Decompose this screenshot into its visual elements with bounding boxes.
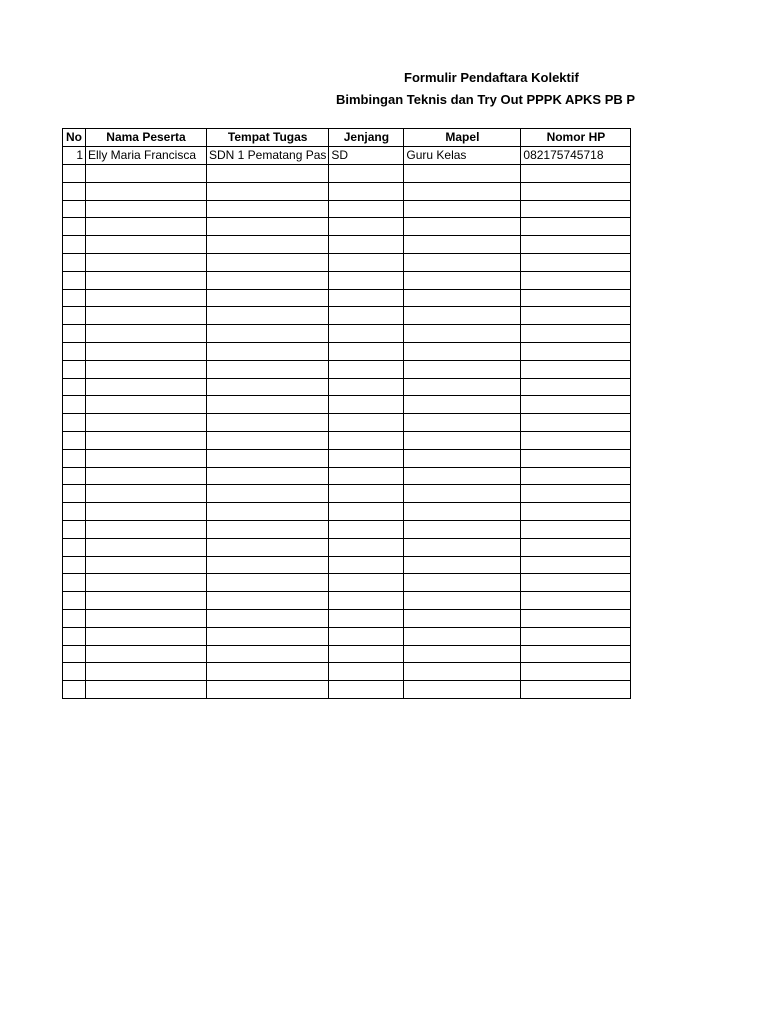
table-row [63,538,631,556]
table-row [63,165,631,183]
header-mapel: Mapel [404,129,521,147]
form-title: Formulir Pendaftara Kolektif [404,70,579,85]
cell-nama-peserta [86,271,207,289]
table-row [63,253,631,271]
cell-mapel [404,609,521,627]
cell-tempat-tugas [207,645,329,663]
cell-no [63,574,86,592]
cell-nomor-hp [521,200,631,218]
table-row [63,325,631,343]
cell-nama-peserta [86,236,207,254]
cell-no [63,663,86,681]
cell-nomor-hp [521,378,631,396]
cell-nomor-hp [521,663,631,681]
cell-jenjang [329,396,404,414]
table-row [63,342,631,360]
cell-nama-peserta [86,556,207,574]
cell-jenjang [329,218,404,236]
cell-nama-peserta [86,253,207,271]
cell-mapel [404,342,521,360]
cell-nama-peserta [86,431,207,449]
table-row [63,520,631,538]
registration-table [62,128,631,699]
table-row [63,556,631,574]
cell-nomor-hp [521,467,631,485]
table-row [63,236,631,254]
cell-nama-peserta [86,467,207,485]
cell-mapel [404,485,521,503]
cell-mapel [404,663,521,681]
cell-jenjang [329,449,404,467]
cell-no [63,200,86,218]
table-row [63,592,631,610]
cell-nama-peserta [86,503,207,521]
cell-jenjang [329,253,404,271]
cell-nomor-hp [521,503,631,521]
cell-tempat-tugas [207,609,329,627]
cell-tempat-tugas [207,271,329,289]
cell-no [63,431,86,449]
cell-jenjang [329,307,404,325]
cell-no [63,253,86,271]
cell-nomor-hp [521,218,631,236]
cell-no [63,609,86,627]
table-row [63,645,631,663]
table-row [63,360,631,378]
cell-jenjang [329,592,404,610]
cell-nomor-hp [521,289,631,307]
cell-no [63,485,86,503]
cell-no [63,645,86,663]
cell-nomor-hp [521,253,631,271]
cell-mapel [404,467,521,485]
cell-tempat-tugas [207,538,329,556]
cell-no [63,414,86,432]
cell-tempat-tugas [207,307,329,325]
cell-tempat-tugas [207,467,329,485]
cell-mapel [404,681,521,699]
cell-nomor-hp [521,520,631,538]
cell-no [63,218,86,236]
cell-nomor-hp [521,431,631,449]
cell-nomor-hp [521,414,631,432]
cell-jenjang [329,182,404,200]
cell-nama-peserta [86,218,207,236]
cell-no [63,449,86,467]
cell-no [63,556,86,574]
cell-tempat-tugas [207,289,329,307]
cell-no [63,396,86,414]
table-row [63,147,631,165]
cell-tempat-tugas [207,342,329,360]
cell-tempat-tugas [207,165,329,183]
cell-jenjang [329,556,404,574]
cell-jenjang [329,645,404,663]
cell-jenjang [329,271,404,289]
cell-no: 1 [63,147,86,165]
cell-mapel [404,520,521,538]
cell-jenjang [329,165,404,183]
cell-no [63,627,86,645]
cell-nomor-hp [521,485,631,503]
cell-tempat-tugas [207,360,329,378]
cell-mapel [404,218,521,236]
cell-tempat-tugas [207,414,329,432]
table-row [63,449,631,467]
cell-tempat-tugas [207,681,329,699]
cell-tempat-tugas [207,503,329,521]
cell-mapel [404,556,521,574]
cell-nama-peserta [86,449,207,467]
table-row [63,467,631,485]
cell-tempat-tugas [207,236,329,254]
cell-nomor-hp [521,538,631,556]
cell-no [63,378,86,396]
cell-tempat-tugas [207,592,329,610]
cell-nama-peserta [86,342,207,360]
header-tempat-tugas: Tempat Tugas [207,129,329,147]
table-row [63,414,631,432]
cell-tempat-tugas [207,378,329,396]
cell-mapel [404,165,521,183]
cell-mapel [404,236,521,254]
cell-nomor-hp [521,396,631,414]
cell-jenjang [329,485,404,503]
cell-mapel [404,253,521,271]
cell-nama-peserta [86,485,207,503]
cell-jenjang [329,236,404,254]
cell-no [63,271,86,289]
cell-tempat-tugas [207,556,329,574]
cell-nama-peserta [86,182,207,200]
cell-tempat-tugas [207,663,329,681]
table-row [63,289,631,307]
cell-tempat-tugas [207,253,329,271]
cell-nomor-hp [521,645,631,663]
cell-jenjang [329,609,404,627]
header-nomor-hp: Nomor HP [521,129,631,147]
cell-no [63,520,86,538]
cell-jenjang [329,663,404,681]
cell-tempat-tugas [207,485,329,503]
cell-tempat-tugas [207,396,329,414]
cell-no [63,289,86,307]
cell-nama-peserta [86,663,207,681]
table-row [63,218,631,236]
cell-jenjang [329,627,404,645]
cell-tempat-tugas [207,574,329,592]
cell-jenjang [329,200,404,218]
table-row [63,627,631,645]
table-row [63,574,631,592]
table-row [63,431,631,449]
cell-jenjang [329,378,404,396]
cell-tempat-tugas [207,431,329,449]
cell-nomor-hp [521,325,631,343]
table-row [63,609,631,627]
cell-nomor-hp [521,609,631,627]
cell-nomor-hp [521,307,631,325]
cell-tempat-tugas [207,182,329,200]
cell-nomor-hp [521,681,631,699]
cell-nama-peserta [86,520,207,538]
cell-mapel [404,538,521,556]
cell-nama-peserta [86,360,207,378]
cell-no [63,681,86,699]
cell-jenjang: SD [329,147,404,165]
header-no: No [63,129,86,147]
table-row [63,681,631,699]
cell-tempat-tugas [207,520,329,538]
cell-no [63,592,86,610]
cell-no [63,360,86,378]
cell-nomor-hp [521,182,631,200]
cell-no [63,467,86,485]
cell-nomor-hp [521,574,631,592]
cell-nama-peserta [86,378,207,396]
cell-mapel [404,449,521,467]
cell-jenjang [329,360,404,378]
cell-mapel [404,503,521,521]
cell-nomor-hp: 082175745718 [521,147,631,165]
cell-nama-peserta [86,200,207,218]
cell-nama-peserta [86,307,207,325]
cell-mapel [404,396,521,414]
cell-nama-peserta [86,645,207,663]
table-row [63,503,631,521]
table-header-row [63,129,631,147]
cell-nama-peserta [86,609,207,627]
cell-no [63,538,86,556]
cell-no [63,182,86,200]
cell-nama-peserta [86,681,207,699]
form-subtitle: Bimbingan Teknis dan Try Out PPPK APKS PB P [336,92,636,107]
cell-jenjang [329,467,404,485]
cell-mapel [404,414,521,432]
cell-tempat-tugas [207,627,329,645]
cell-nama-peserta [86,165,207,183]
table-row [63,182,631,200]
cell-mapel [404,627,521,645]
cell-mapel [404,360,521,378]
cell-jenjang [329,342,404,360]
cell-nama-peserta: Elly Maria Francisca [86,147,207,165]
cell-mapel [404,645,521,663]
cell-nomor-hp [521,360,631,378]
cell-jenjang [329,681,404,699]
cell-jenjang [329,414,404,432]
cell-mapel [404,271,521,289]
table-row [63,396,631,414]
cell-no [63,165,86,183]
cell-mapel [404,431,521,449]
cell-nomor-hp [521,236,631,254]
cell-nomor-hp [521,449,631,467]
cell-jenjang [329,325,404,343]
cell-nomor-hp [521,627,631,645]
table-row [63,307,631,325]
cell-no [63,503,86,521]
cell-nomor-hp [521,556,631,574]
cell-no [63,307,86,325]
cell-no [63,325,86,343]
table-row [63,485,631,503]
cell-jenjang [329,520,404,538]
cell-nama-peserta [86,325,207,343]
cell-tempat-tugas [207,218,329,236]
table-row [63,663,631,681]
table-row [63,378,631,396]
cell-tempat-tugas: SDN 1 Pematang Pas [207,147,329,165]
cell-mapel [404,289,521,307]
cell-mapel [404,200,521,218]
cell-jenjang [329,538,404,556]
cell-no [63,236,86,254]
cell-nama-peserta [86,289,207,307]
cell-mapel [404,182,521,200]
cell-nomor-hp [521,342,631,360]
cell-tempat-tugas [207,200,329,218]
cell-jenjang [329,503,404,521]
cell-nomor-hp [521,165,631,183]
cell-nama-peserta [86,414,207,432]
cell-mapel [404,307,521,325]
cell-nama-peserta [86,396,207,414]
cell-no [63,342,86,360]
cell-jenjang [329,431,404,449]
cell-nama-peserta [86,627,207,645]
cell-nomor-hp [521,271,631,289]
cell-mapel: Guru Kelas [404,147,521,165]
cell-nama-peserta [86,592,207,610]
cell-nomor-hp [521,592,631,610]
cell-mapel [404,574,521,592]
cell-nama-peserta [86,574,207,592]
cell-tempat-tugas [207,325,329,343]
cell-mapel [404,592,521,610]
cell-jenjang [329,574,404,592]
cell-mapel [404,378,521,396]
header-nama-peserta: Nama Peserta [86,129,207,147]
header-jenjang: Jenjang [329,129,404,147]
cell-tempat-tugas [207,449,329,467]
cell-nama-peserta [86,538,207,556]
cell-jenjang [329,289,404,307]
table-row [63,200,631,218]
cell-mapel [404,325,521,343]
table-row [63,271,631,289]
